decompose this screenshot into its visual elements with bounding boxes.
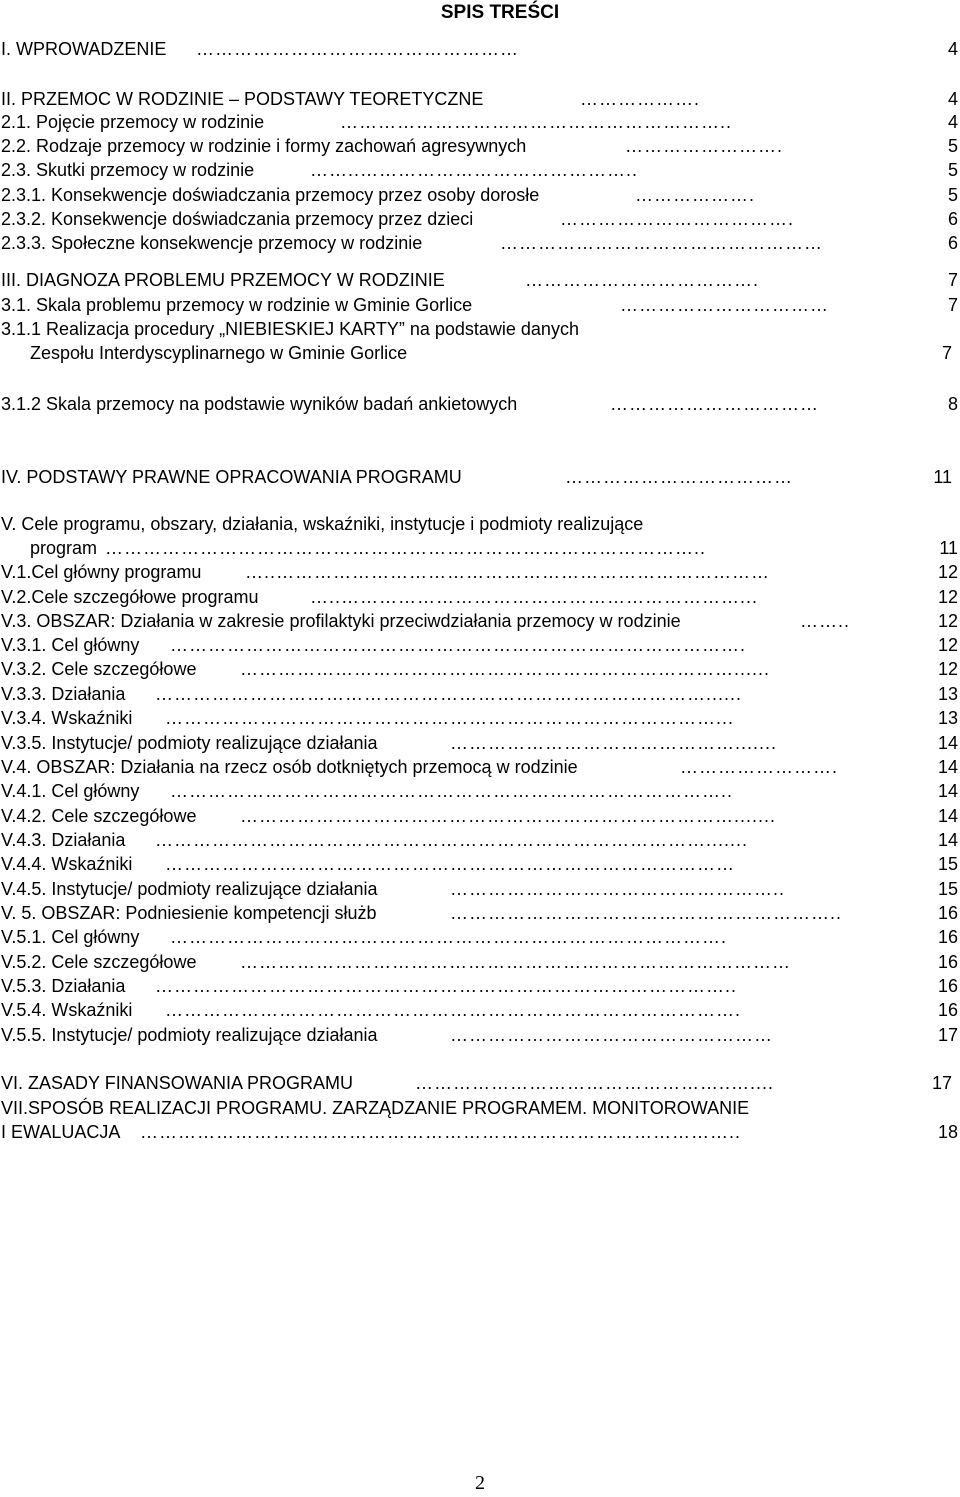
toc-entry xyxy=(30,342,952,364)
toc-entry-leader-dots: …………………………………………………………………………….. xyxy=(170,781,734,801)
toc-entry xyxy=(1,780,958,802)
toc-entry xyxy=(1,707,958,729)
toc-entry-page-number: 8 xyxy=(947,394,958,414)
toc-entry-label: 2.3.1. Konsekwencje doświadczania przemocy przez osoby dorosłe xyxy=(1,185,540,205)
toc-entry-page-number: 15 xyxy=(937,854,958,874)
toc-entry-label: V.4.4. Wskaźniki xyxy=(1,854,133,874)
toc-entry-label: program xyxy=(30,538,98,558)
toc-entry-leader-dots: ……………………………………………………………………………...... xyxy=(155,684,743,704)
toc-entry-label: VII.SPOSÓB REALIZACJI PROGRAMU. ZARZĄDZANIE PROGRAMEM. MONITOROWANIE xyxy=(1,1098,750,1118)
toc-entry-leader-dots: ………………. xyxy=(635,185,756,205)
toc-entry-label: 2.3. Skutki przemocy w rodzinie xyxy=(1,160,255,180)
toc-entry xyxy=(1,269,958,291)
toc-entry xyxy=(1,756,958,778)
toc-entry-leader-dots: …………………………………………………….. xyxy=(450,903,843,923)
toc-entry-label: V.5.1. Cel główny xyxy=(1,927,140,947)
toc-entry-leader-dots: ………………………………………....... xyxy=(450,733,778,753)
toc-entry-page-number: 6 xyxy=(947,209,958,229)
toc-entry-label: II. PRZEMOC W RODZINIE – PODSTAWY TEORETYCZNE xyxy=(1,89,484,109)
toc-entry xyxy=(1,999,958,1021)
toc-entry-page-number: 14 xyxy=(937,806,958,826)
toc-entry-page-number: 5 xyxy=(947,136,958,156)
toc-entry-leader-dots: ……………………………………………………………………………… xyxy=(165,854,735,874)
toc-entry-leader-dots: ……………………………………………………………………………... xyxy=(165,708,735,728)
toc-entry-label: V.3.1. Cel główny xyxy=(1,635,140,655)
toc-entry xyxy=(1,561,958,583)
toc-entry xyxy=(1,975,958,997)
toc-entry-leader-dots: …………………………………………… xyxy=(500,233,823,253)
toc-entry-label: I EWALUACJA xyxy=(1,1122,121,1142)
toc-entry xyxy=(1,829,958,851)
toc-entry-page-number: 5 xyxy=(947,160,958,180)
page-title: SPIS TREŚCI xyxy=(440,2,560,23)
toc-entry-leader-dots: …………………………………………… xyxy=(196,39,519,59)
toc-entry-leader-dots: ……………………. xyxy=(680,757,839,777)
toc-entry-label: V.4.2. Cele szczegółowe xyxy=(1,806,197,826)
toc-entry-label: III. DIAGNOZA PROBLEMU PRZEMOCY W RODZINIE xyxy=(1,270,445,290)
toc-entry-label: 2.1. Pojęcie przemocy w rodzinie xyxy=(1,112,265,132)
toc-entry-label: IV. PODSTAWY PRAWNE OPRACOWANIA PROGRAMU xyxy=(1,467,462,487)
toc-entry-page-number: 17 xyxy=(937,1025,958,1045)
toc-entry xyxy=(1,88,958,110)
toc-entry-leader-dots: …..………………………………………………………... xyxy=(310,587,759,607)
toc-entry-page-number: 16 xyxy=(937,952,958,972)
toc-entry-page-number: 14 xyxy=(937,830,958,850)
toc-entry xyxy=(1,184,958,206)
toc-entry-label: V.4.3. Działania xyxy=(1,830,126,850)
toc-entry-page-number: 12 xyxy=(937,635,958,655)
toc-entry-page-number: 11 xyxy=(939,538,958,558)
toc-entry-label: V.2.Cele szczegółowe programu xyxy=(1,587,259,607)
toc-entry-label: V.3.3. Działania xyxy=(1,684,126,704)
toc-entry xyxy=(1,466,952,488)
toc-entry xyxy=(1,135,958,157)
toc-entry-page-number: 6 xyxy=(947,233,958,253)
toc-entry-leader-dots: ……………………………………………………………………....... xyxy=(240,806,777,826)
toc-entry xyxy=(1,902,958,924)
toc-entry xyxy=(1,208,958,230)
toc-entry-label: 3.1. Skala problemu przemocy w rodzinie w Gminie Gorlice xyxy=(1,295,473,315)
toc-entry-page-number: 16 xyxy=(937,1000,958,1020)
toc-entry xyxy=(1,683,958,705)
toc-entry xyxy=(1,732,958,754)
toc-entry xyxy=(1,1024,958,1046)
toc-entry xyxy=(1,634,958,656)
toc-entry xyxy=(1,38,958,60)
toc-entry-page-number: 16 xyxy=(937,976,958,996)
toc-entry-label: 2.2. Rodzaje przemocy w rodzinie i formy zachowań agresywnych xyxy=(1,136,527,156)
toc-entry-leader-dots: …………………………………………….. xyxy=(450,879,786,899)
toc-entry-label: V.3. OBSZAR: Działania w zakresie profilaktyki przeciwdziałania przemocy w rodzinie xyxy=(1,611,681,631)
toc-entry-page-number: 7 xyxy=(947,270,958,290)
toc-entry-leader-dots: ………………………………………………………………………………….. xyxy=(140,1122,742,1142)
toc-entry-leader-dots: ……………………………… xyxy=(565,467,793,487)
toc-entry-leader-dots: ……………………………………………………………………………….. xyxy=(155,976,738,996)
toc-entry-page-number: 12 xyxy=(937,611,958,631)
toc-entry xyxy=(1,159,958,181)
toc-entry-page-number: 16 xyxy=(937,927,958,947)
toc-entry-page-number: 18 xyxy=(937,1122,958,1142)
toc-entry-page-number: 12 xyxy=(937,587,958,607)
toc-entry-leader-dots: …….. xyxy=(800,611,851,631)
toc-entry-leader-dots: ………………. xyxy=(580,89,701,109)
toc-entry-label: 3.1.2 Skala przemocy na podstawie wyników badań ankietowych xyxy=(1,394,518,414)
toc-entry xyxy=(1,232,958,254)
toc-entry-page-number: 12 xyxy=(937,562,958,582)
toc-entry xyxy=(1,805,958,827)
toc-entry-page-number: 15 xyxy=(937,879,958,899)
toc-entry-label: V.5.5. Instytucje/ podmioty realizujące działania xyxy=(1,1025,378,1045)
toc-entry-leader-dots: …………………………………………………………………………… xyxy=(240,952,791,972)
toc-entry-leader-dots: ………………………………………………………………………………. xyxy=(170,635,747,655)
toc-entry-leader-dots: ………………………………………………………………………………….. xyxy=(105,538,707,558)
toc-entry-page-number: 16 xyxy=(937,903,958,923)
toc-entry-page-number: 14 xyxy=(937,733,958,753)
toc-entry-label: V.4.5. Instytucje/ podmioty realizujące działania xyxy=(1,879,378,899)
toc-entry-label: V. Cele programu, obszary, działania, wskaźniki, instytucje i podmioty realizujące xyxy=(1,514,644,534)
toc-entry xyxy=(1,586,958,608)
toc-entry-page-number: 17 xyxy=(931,1073,952,1093)
toc-entry-label: V.1.Cel główny programu xyxy=(1,562,202,582)
toc-entry-leader-dots: …..…………………………………………………………………… xyxy=(245,562,771,582)
toc-entry-label: V.5.3. Działania xyxy=(1,976,126,996)
toc-entry xyxy=(1,1072,952,1094)
toc-entry-leader-dots: ………………………………. xyxy=(560,209,795,229)
toc-entry-leader-dots: ……………………………………………………………………...... xyxy=(240,659,771,679)
toc-entry-label: V.4.1. Cel główny xyxy=(1,781,140,801)
toc-entry-label: V.5.2. Cele szczegółowe xyxy=(1,952,197,972)
toc-entry-label: Zespołu Interdyscyplinarnego w Gminie Gorlice xyxy=(30,343,408,363)
toc-entry-leader-dots: ………………………………. xyxy=(525,270,760,290)
toc-entry-page-number: 14 xyxy=(937,781,958,801)
toc-entry xyxy=(1,658,958,680)
toc-entry-label: 3.1.1 Realizacja procedury „NIEBIESKIEJ KARTY” na podstawie danych xyxy=(1,319,579,339)
toc-entry-label: 2.3.2. Konsekwencje doświadczania przemocy przez dzieci xyxy=(1,209,474,229)
toc-entry-label: V.3.4. Wskaźniki xyxy=(1,708,133,728)
toc-entry xyxy=(1,610,958,632)
toc-entry xyxy=(1,318,958,340)
toc-entry-leader-dots: ……..…………………………………….. xyxy=(310,160,639,180)
toc-entry-page-number: 4 xyxy=(947,39,958,59)
toc-entry xyxy=(1,853,958,875)
toc-entry-leader-dots: ………………………………………………………………………………. xyxy=(165,1000,742,1020)
toc-entry-leader-dots: …………………………… xyxy=(620,295,829,315)
toc-entry-page-number: 13 xyxy=(937,708,958,728)
toc-entry xyxy=(1,1121,958,1143)
toc-entry-leader-dots: …………………………………………………….. xyxy=(340,112,733,132)
toc-entry-page-number: 14 xyxy=(937,757,958,777)
toc-entry-page-number: 11 xyxy=(933,467,952,487)
toc-entry-label: V.3.2. Cele szczegółowe xyxy=(1,659,197,679)
toc-entry-leader-dots: ……………………. xyxy=(625,136,784,156)
toc-entry-page-number: 13 xyxy=(937,684,958,704)
toc-entry xyxy=(1,111,958,133)
toc-entry-page-number: 7 xyxy=(947,295,958,315)
toc-entry xyxy=(1,393,958,415)
toc-entry-label: V. 5. OBSZAR: Podniesienie kompetencji służb xyxy=(1,903,377,923)
toc-entry-label: I. WPROWADZENIE xyxy=(1,39,167,59)
toc-entry xyxy=(1,513,958,535)
page-number: 2 xyxy=(475,1472,485,1494)
toc-entry xyxy=(30,537,958,559)
toc-entry-label: V.4. OBSZAR: Działania na rzecz osób dotkniętych przemocą w rodzinie xyxy=(1,757,578,777)
toc-entry-page-number: 7 xyxy=(941,343,952,363)
toc-entry-label: 2.3.3. Społeczne konsekwencje przemocy w rodzinie xyxy=(1,233,423,253)
toc-entry-leader-dots: ……………………………………………………………………………....... xyxy=(155,830,749,850)
toc-entry xyxy=(1,1097,958,1119)
toc-entry-leader-dots: …………………………………………… xyxy=(450,1025,773,1045)
toc-entry xyxy=(1,951,958,973)
toc-entry-leader-dots: ……………………………………………………………………………. xyxy=(170,927,728,947)
toc-entry-page-number: 5 xyxy=(947,185,958,205)
toc-entry-page-number: 12 xyxy=(937,659,958,679)
toc-entry-leader-dots: …………………………………………..….... xyxy=(415,1073,775,1093)
toc-entry-label: VI. ZASADY FINANSOWANIA PROGRAMU xyxy=(1,1073,354,1093)
toc-entry-page-number: 4 xyxy=(947,112,958,132)
toc-entry-label: V.3.5. Instytucje/ podmioty realizujące działania xyxy=(1,733,378,753)
toc-entry-page-number: 4 xyxy=(947,89,958,109)
toc-entry xyxy=(1,926,958,948)
toc-entry-leader-dots: …………………………… xyxy=(610,394,819,414)
toc-entry xyxy=(1,294,958,316)
toc-entry xyxy=(1,878,958,900)
toc-entry-label: V.5.4. Wskaźniki xyxy=(1,1000,133,1020)
